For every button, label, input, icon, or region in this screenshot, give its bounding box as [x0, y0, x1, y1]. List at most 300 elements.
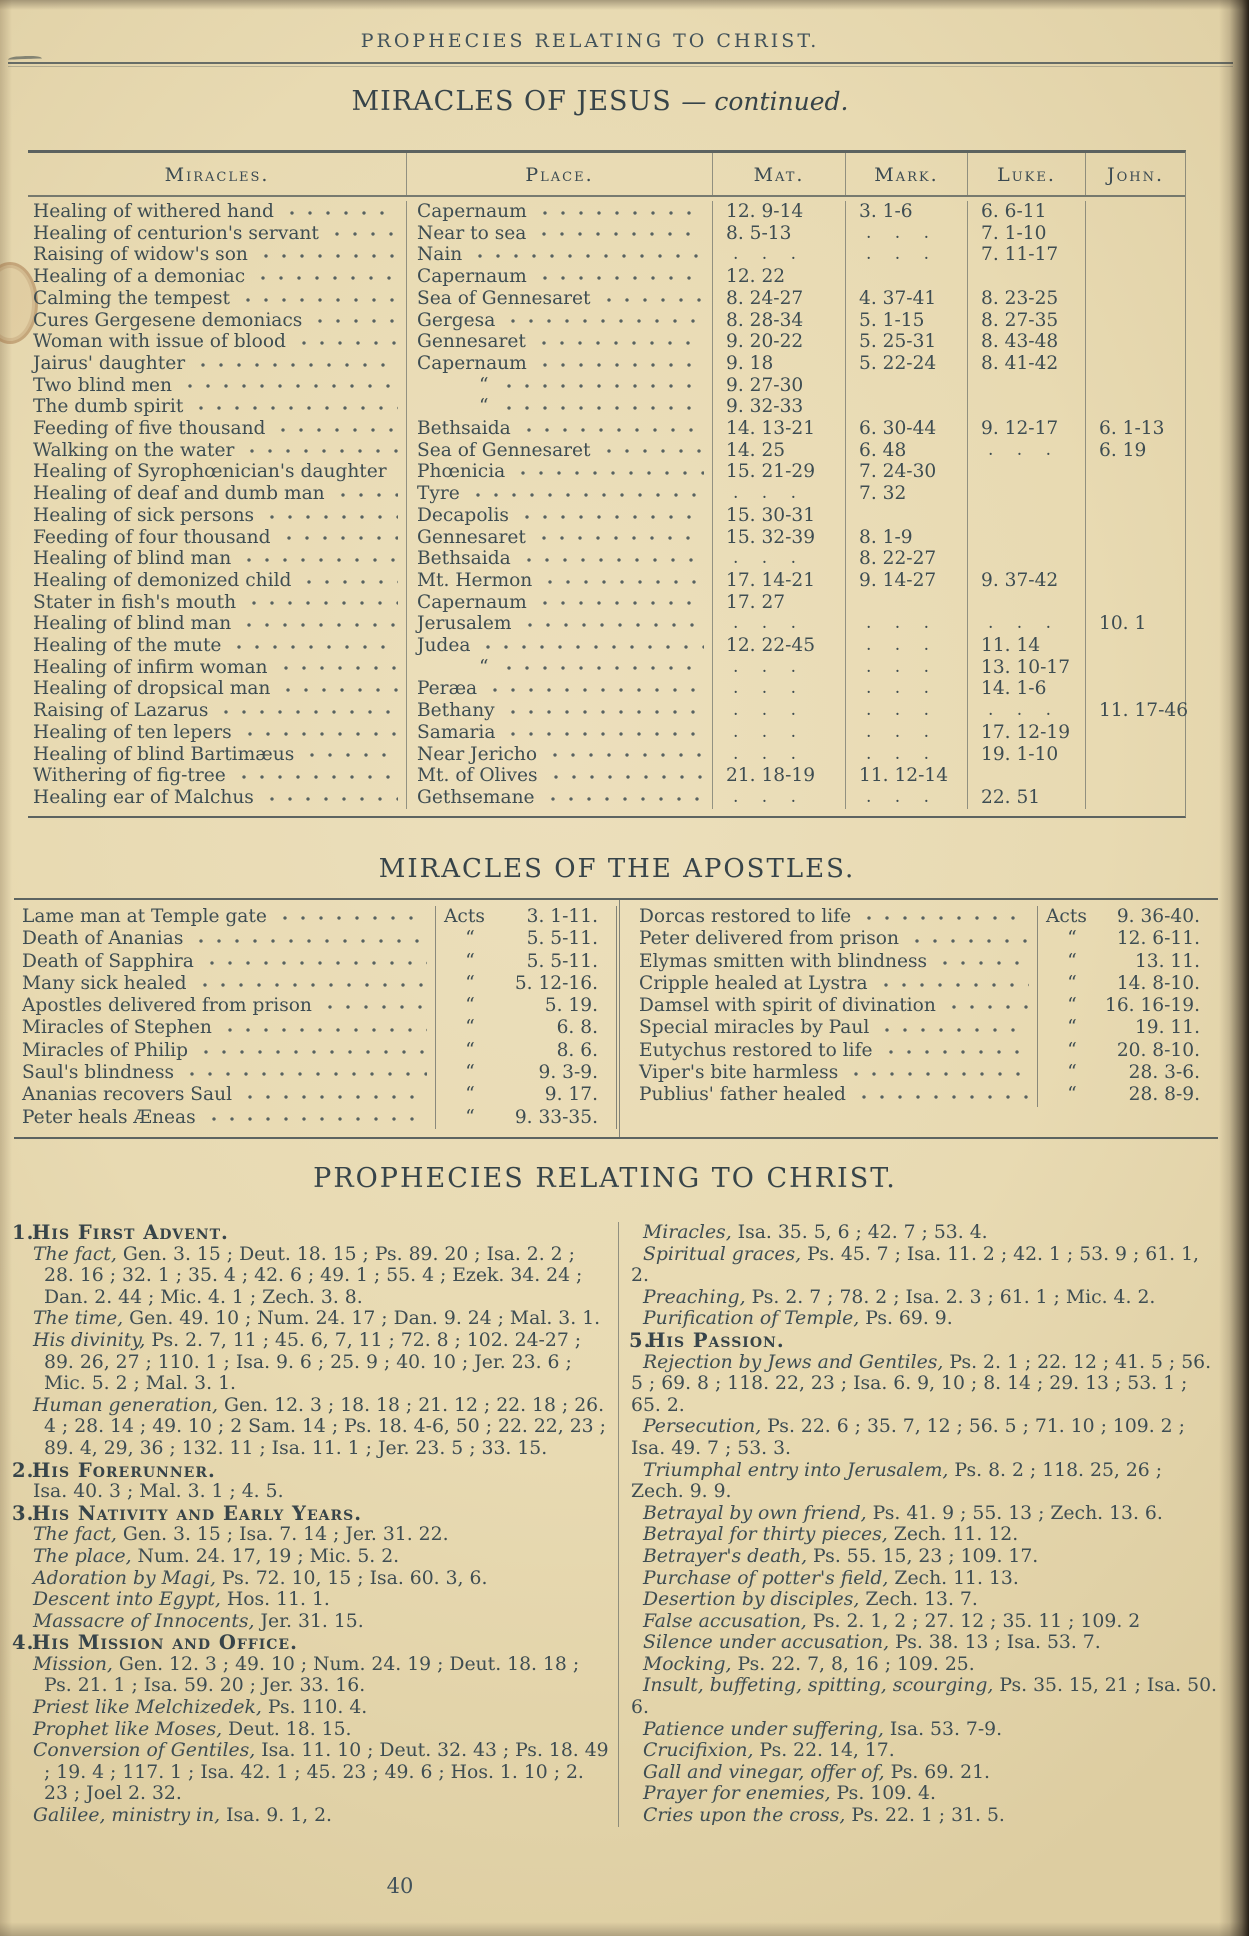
prophecy-entry	[10, 1546, 610, 1568]
entry-topic: Miracles,	[643, 1222, 732, 1243]
continued-label: — continued.	[681, 87, 849, 116]
apostle-miracle-name-cell	[631, 1017, 1037, 1039]
dot-leader	[860, 906, 1029, 925]
dot-leader	[882, 1040, 1029, 1059]
entry-topic: Prophet like Moses,	[33, 1718, 223, 1740]
entry-topic: Prayer for enemies,	[643, 1783, 831, 1805]
miracle-name-cell	[28, 201, 406, 223]
apostle-miracle-row	[14, 1107, 616, 1129]
dot-leader	[945, 995, 1029, 1014]
place-cell	[406, 678, 712, 700]
dot-leader	[194, 353, 398, 372]
dot-leader	[328, 223, 398, 242]
dot-leader	[311, 310, 398, 329]
entry-topic: Crucifixion,	[643, 1740, 754, 1762]
dot-leader	[514, 461, 704, 480]
reference-cell	[435, 906, 616, 928]
place-name: Tyre	[417, 483, 460, 505]
place-name: “	[479, 396, 491, 418]
miracle-name-cell	[28, 592, 406, 614]
place-cell	[406, 765, 712, 787]
luke-ref-cell: 8. 27-35	[967, 310, 1085, 332]
apostle-miracle-row	[631, 951, 1218, 973]
dot-leader	[536, 353, 704, 372]
section-heading-text: His Passion.	[647, 1328, 785, 1352]
prophecy-section-heading	[10, 1222, 610, 1244]
reference-cell	[1037, 1062, 1218, 1084]
apostle-miracle-name-cell	[631, 1084, 1037, 1106]
miracles-of-jesus-title-text: MIRACLES OF JESUS	[351, 86, 672, 117]
apostle-miracle-name: Peter delivered from prison	[639, 928, 899, 950]
miracle-row	[28, 570, 1185, 592]
miracle-name-cell	[28, 461, 406, 483]
miracle-row	[28, 375, 1185, 397]
place-cell	[406, 396, 712, 418]
chapter-verse-reference: 3. 1-11.	[526, 906, 598, 927]
page-bottom-edge	[0, 1922, 1249, 1936]
place-cell	[406, 505, 712, 527]
place-name: Judea	[417, 635, 471, 657]
prophecy-entry	[629, 1222, 1218, 1244]
luke-ref-cell: 7. 11-17	[967, 244, 1085, 266]
apostle-miracle-row	[14, 973, 616, 995]
place-cell	[406, 266, 712, 288]
reference-cell	[1037, 928, 1218, 950]
column-header-john: John.	[1085, 153, 1185, 195]
entry-references: Ps. 35. 15, 21 ; Isa. 50. 6.	[631, 1675, 1217, 1719]
dot-leader	[274, 418, 398, 437]
entry-references: Ps. 41. 9 ; 55. 13 ; Zech. 13. 6.	[872, 1502, 1163, 1524]
entry-topic: Betrayal by own friend,	[643, 1502, 867, 1524]
miracle-name-cell	[28, 505, 406, 527]
place-name: Bethsaida	[417, 418, 511, 440]
dot-leader	[283, 201, 398, 220]
luke-ref-cell: . . .	[967, 440, 1085, 462]
prophecy-entry	[629, 1589, 1218, 1611]
place-cell	[406, 223, 712, 245]
miracle-row	[28, 331, 1185, 353]
entry-references: Ps. 72. 10, 15 ; Isa. 60. 3, 6.	[222, 1567, 488, 1589]
place-cell	[406, 635, 712, 657]
miracle-row	[28, 657, 1185, 679]
miracle-name-cell	[28, 570, 406, 592]
place-name: Capernaum	[417, 352, 527, 374]
mark-ref-cell	[845, 396, 967, 418]
entry-topic: Adoration by Magi,	[33, 1567, 217, 1589]
apostle-miracle-name: Eutychus restored to life	[639, 1039, 873, 1061]
chapter-verse-reference: 14. 8-10.	[1116, 972, 1200, 994]
apostle-miracle-name-cell	[631, 995, 1037, 1017]
place-name: Nain	[417, 244, 463, 266]
matthew-ref-cell: 9. 27-30	[712, 375, 845, 397]
place-name: Jerusalem	[417, 613, 512, 635]
entry-references: Jer. 31. 15.	[260, 1610, 364, 1632]
section-number: 5.	[629, 1328, 652, 1352]
entry-references: Ps. 2. 1, 2 ; 27. 12 ; 35. 11 ; 109. 2	[812, 1610, 1141, 1632]
miracle-name: Two blind men	[33, 374, 172, 396]
entry-topic: Spiritual graces,	[643, 1243, 802, 1265]
chapter-verse-reference: 28. 3-6.	[1128, 1062, 1200, 1084]
apostle-miracle-name-cell	[631, 1040, 1037, 1062]
luke-ref-cell: 13. 10-17	[967, 657, 1085, 679]
miracle-name-cell	[28, 765, 406, 787]
dot-leader	[334, 483, 398, 502]
john-ref-cell	[1085, 505, 1185, 527]
miracle-name-cell	[28, 223, 406, 245]
prophecy-section-heading	[629, 1330, 1218, 1352]
prophecy-entry	[10, 1568, 610, 1590]
place-cell	[406, 613, 712, 635]
entry-topic: Priest like Melchizedek,	[33, 1697, 262, 1719]
reference-cell	[435, 973, 616, 995]
chapter-verse-reference: 6. 8.	[556, 1017, 598, 1039]
miracles-of-jesus-table	[28, 150, 1189, 818]
apostle-miracle-name: Death of Ananias	[22, 928, 184, 950]
entry-references: Ps. 110. 4.	[267, 1697, 368, 1719]
mark-ref-cell: 7. 24-30	[845, 461, 967, 483]
entry-references: Gen. 12. 3 ; 49. 10 ; Num. 24. 19 ; Deut. 18. 18 ; Ps. 21. 1 ; Isa. 59. 20 ; Jer. 33. 16.	[44, 1653, 580, 1697]
miracle-name: Calming the tempest	[33, 287, 231, 309]
apostle-miracle-name-cell	[14, 1062, 435, 1084]
dot-leader	[541, 570, 704, 589]
mark-ref-cell: . . .	[845, 244, 967, 266]
dot-leader	[518, 505, 704, 524]
luke-ref-cell: 17. 12-19	[967, 722, 1085, 744]
matthew-ref-cell: . . .	[712, 244, 845, 266]
prophecy-entry	[10, 1719, 610, 1741]
mark-ref-cell: . . .	[845, 635, 967, 657]
chapter-verse-reference: 9. 36-40.	[1116, 906, 1200, 927]
luke-ref-cell	[967, 483, 1085, 505]
miracle-name: Withering of fig-tree	[33, 765, 226, 787]
dot-leader	[500, 375, 704, 394]
entry-topic: Mission,	[33, 1653, 113, 1675]
entry-references: Ps. 22. 14, 17.	[759, 1740, 895, 1762]
apostle-miracle-row	[631, 928, 1218, 950]
reference-cell	[435, 1084, 616, 1106]
entry-references: Gen. 3. 15 ; Deut. 18. 15 ; Ps. 89. 20 ; Isa. 2. 2 ; 28. 16 ; 32. 1 ; 35. 4 ; 42. 6 ; 49. 1 ; 55. 4 ; Ezek. 34. 24 ; Dan. 2. 44 ; Mic. 4. 1 ; Zech. 3. 8.	[44, 1243, 583, 1308]
john-ref-cell	[1085, 678, 1185, 700]
prophecy-entry	[10, 1481, 610, 1503]
john-ref-cell	[1085, 635, 1185, 657]
place-name: Mt. of Olives	[417, 765, 538, 787]
dot-leader	[197, 1040, 427, 1059]
entry-topic: False accusation,	[643, 1610, 807, 1632]
place-name: “	[479, 656, 491, 678]
apostle-miracle-name-cell	[14, 995, 435, 1017]
dot-leader	[240, 548, 398, 567]
place-cell	[406, 744, 712, 766]
apostle-miracle-name: Cripple healed at Lystra	[639, 972, 868, 994]
ditto-mark: “	[465, 1062, 477, 1084]
dot-leader	[536, 266, 704, 285]
ditto-mark: “	[465, 1039, 477, 1061]
miracle-row	[28, 700, 1189, 722]
prophecy-entry	[10, 1654, 610, 1697]
john-ref-cell	[1085, 288, 1185, 310]
luke-ref-cell	[967, 592, 1085, 614]
apostle-miracle-row	[631, 995, 1218, 1017]
mark-ref-cell: . . .	[845, 722, 967, 744]
miracle-name: Jairus' daughter	[33, 352, 186, 374]
entry-topic: Persecution,	[643, 1416, 762, 1438]
apostle-miracle-row	[14, 1084, 616, 1106]
miracles-table-header-row	[28, 153, 1185, 197]
entry-references: Zech. 11. 12.	[893, 1524, 1019, 1546]
reference-cell	[435, 995, 616, 1017]
matthew-ref-cell: . . .	[712, 722, 845, 744]
luke-ref-cell: 9. 12-17	[967, 418, 1085, 440]
luke-ref-cell	[967, 505, 1085, 527]
prophecy-entry	[629, 1460, 1218, 1503]
apostle-miracle-name: Lame man at Temple gate	[22, 906, 267, 927]
dot-leader	[192, 928, 427, 947]
place-cell	[406, 375, 712, 397]
chapter-verse-reference: 13. 11.	[1134, 950, 1200, 972]
dot-leader	[600, 288, 704, 307]
place-name: Gethsemane	[417, 786, 535, 808]
miracle-name-cell	[28, 722, 406, 744]
luke-ref-cell	[967, 266, 1085, 288]
miracle-name: Healing of demonized child	[33, 569, 292, 591]
apostle-miracle-name-cell	[14, 1107, 435, 1129]
john-ref-cell: 6. 19	[1085, 440, 1185, 462]
dot-leader	[936, 951, 1029, 970]
dot-leader	[535, 223, 704, 242]
dot-leader	[254, 266, 398, 285]
luke-ref-cell: 9. 37-42	[967, 570, 1085, 592]
dot-leader	[855, 1084, 1029, 1103]
section-heading-text: His First Advent.	[32, 1221, 229, 1244]
prophecy-entry	[10, 1330, 610, 1395]
mark-ref-cell: 5. 25-31	[845, 331, 967, 353]
place-cell	[406, 700, 712, 722]
miracle-name-cell	[28, 266, 406, 288]
apostle-miracle-name-cell	[14, 928, 435, 950]
reference-cell	[1037, 995, 1218, 1017]
place-name: Samaria	[417, 721, 496, 743]
entry-references: Ps. 2. 1 ; 22. 12 ; 41. 5 ; 56. 5 ; 69. 8 ; 118. 22, 23 ; Isa. 6. 9, 10 ; 8. 14 ; 29. 13 ; 53. 1 ; 65. 2.	[631, 1351, 1212, 1416]
entry-references: Hos. 11. 1.	[226, 1589, 330, 1611]
entry-references: Ps. 45. 7 ; Isa. 11. 2 ; 42. 1 ; 53. 9 ; 61. 1, 2.	[631, 1243, 1200, 1287]
apostles-table-right-half	[616, 906, 1218, 1129]
matthew-ref-cell: 8. 24-27	[712, 288, 845, 310]
luke-ref-cell	[967, 461, 1085, 483]
prophecy-entry	[629, 1503, 1218, 1525]
prophecy-entry	[629, 1352, 1218, 1417]
miracle-name: Healing of dropsical man	[33, 678, 271, 700]
section-number: 4.	[12, 1631, 35, 1655]
entry-topic: The fact,	[33, 1524, 117, 1546]
book-name: Acts	[444, 906, 485, 927]
chapter-verse-reference: 8. 6.	[556, 1039, 598, 1061]
prophecies-left-column	[10, 1222, 610, 1827]
matthew-ref-cell: . . .	[712, 787, 845, 809]
luke-ref-cell	[967, 396, 1085, 418]
miracle-row	[28, 288, 1185, 310]
mark-ref-cell: 4. 37-41	[845, 288, 967, 310]
column-header-miracles: Miracles.	[164, 164, 270, 186]
matthew-ref-cell: 9. 18	[712, 353, 845, 375]
miracle-row	[28, 505, 1185, 527]
reference-cell	[435, 1040, 616, 1062]
luke-ref-cell	[967, 527, 1085, 549]
miracle-name: Healing of blind Bartimæus	[33, 743, 295, 765]
place-cell	[406, 310, 712, 332]
matthew-ref-cell: 17. 14-21	[712, 570, 845, 592]
mark-ref-cell: 5. 1-15	[845, 310, 967, 332]
prophecy-section-heading	[10, 1632, 610, 1654]
mark-ref-cell: 9. 14-27	[845, 570, 967, 592]
chapter-verse-reference: 5. 12-16.	[514, 972, 598, 994]
mark-ref-cell: 5. 22-24	[845, 353, 967, 375]
miracle-name-cell	[28, 353, 406, 375]
miracle-name: Healing of deaf and dumb man	[33, 483, 325, 505]
miracles-table-body	[28, 197, 1189, 816]
place-cell	[406, 353, 712, 375]
miracle-name-cell	[28, 787, 406, 809]
reference-cell	[435, 1017, 616, 1039]
entry-references: Gen. 12. 3 ; 18. 18 ; 21. 12 ; 22. 18 ; 26. 4 ; 28. 14 ; 49. 10 ; 2 Sam. 14 ; Ps. 18. 4-6, 50 ; 22. 22, 23 ; 89. 4, 29, 36 ; 132. 11 ; Isa. 11. 1 ; Jer. 23. 5 ; 33. 15.	[44, 1394, 606, 1459]
mark-ref-cell: . . .	[845, 223, 967, 245]
entry-topic: Mocking,	[643, 1653, 732, 1675]
apostle-miracle-row	[631, 973, 1218, 995]
section-number: 1.	[12, 1221, 35, 1244]
entry-topic: The fact,	[33, 1243, 117, 1265]
section-heading-text: His Forerunner.	[32, 1458, 216, 1482]
prophecy-entry	[629, 1287, 1218, 1309]
reference-cell	[1037, 1040, 1218, 1062]
apostle-miracle-name: Many sick healed	[22, 972, 187, 994]
apostle-miracle-name-cell	[14, 973, 435, 995]
place-cell	[406, 440, 712, 462]
luke-ref-cell	[967, 548, 1085, 570]
miracle-row	[28, 592, 1185, 614]
miracles-of-jesus-title	[0, 86, 1200, 117]
john-ref-cell	[1085, 592, 1185, 614]
matthew-ref-cell: 21. 18-19	[712, 765, 845, 787]
place-cell	[406, 418, 712, 440]
miracle-name: Healing ear of Malchus	[33, 786, 254, 808]
miracle-name: Healing of the mute	[33, 635, 222, 657]
dot-leader	[241, 1084, 427, 1103]
place-cell	[406, 570, 712, 592]
prophecy-entry	[629, 1632, 1218, 1654]
miracle-row	[28, 266, 1185, 288]
head-rule	[8, 62, 1233, 67]
luke-ref-cell	[967, 375, 1085, 397]
dot-leader	[235, 765, 398, 784]
place-name: Capernaum	[417, 591, 527, 613]
chapter-verse-reference: 19. 11.	[1134, 1017, 1200, 1039]
prophecy-entry	[10, 1611, 610, 1633]
column-header-mark: Mark.	[845, 153, 967, 195]
miracle-name-cell	[28, 375, 406, 397]
miracle-name: Raising of Lazarus	[33, 700, 209, 722]
miracle-row	[28, 461, 1185, 483]
ditto-mark: “	[465, 995, 477, 1017]
luke-ref-cell: 14. 1-6	[967, 678, 1085, 700]
dot-leader	[877, 973, 1029, 992]
prophecy-entry	[10, 1524, 610, 1546]
dot-leader	[277, 657, 398, 676]
apostle-miracle-name-cell	[631, 951, 1037, 973]
apostle-miracle-row	[14, 995, 616, 1017]
place-name: Sea of Gennesaret	[417, 439, 591, 461]
miracle-name: Healing of Syrophœnician's daughter	[33, 461, 387, 483]
dot-leader	[183, 1062, 427, 1081]
miracle-name-cell	[28, 418, 406, 440]
miracle-name-cell	[28, 288, 406, 310]
mark-ref-cell: 7. 32	[845, 483, 967, 505]
matthew-ref-cell: . . .	[712, 744, 845, 766]
john-ref-cell	[1085, 765, 1185, 787]
miracle-name: Cures Gergesene demoniacs	[33, 309, 303, 331]
prophecy-entry	[629, 1416, 1218, 1459]
dot-leader	[504, 722, 704, 741]
miracles-of-apostles-title: MIRACLES OF THE APOSTLES.	[378, 854, 856, 884]
miracle-name: Healing of sick persons	[33, 504, 255, 526]
prophecy-entry	[10, 1395, 610, 1460]
entry-references: Ps. 69. 9.	[865, 1308, 953, 1330]
dot-leader	[280, 527, 399, 546]
chapter-verse-reference: 9. 17.	[544, 1084, 598, 1106]
mark-ref-cell: 6. 30-44	[845, 418, 967, 440]
entry-topic: Purification of Temple,	[643, 1308, 860, 1330]
john-ref-cell	[1085, 375, 1185, 397]
matthew-ref-cell: 8. 5-13	[712, 223, 845, 245]
entry-references: Zech. 11. 13.	[894, 1567, 1019, 1589]
john-ref-cell	[1085, 657, 1185, 679]
ditto-mark: “	[1067, 995, 1079, 1017]
dot-leader	[203, 951, 427, 970]
matthew-ref-cell: . . .	[712, 483, 845, 505]
entry-references: Deut. 18. 15.	[228, 1718, 352, 1740]
john-ref-cell: 11. 17-46	[1085, 700, 1188, 722]
entry-references: Isa. 40. 3 ; Mal. 3. 1 ; 4. 5.	[33, 1481, 284, 1503]
apostle-miracle-name: Special miracles by Paul	[639, 1017, 870, 1039]
miracle-name: Healing of a demoniac	[33, 266, 246, 288]
entry-references: Zech. 13. 7.	[865, 1589, 978, 1611]
mark-ref-cell	[845, 375, 967, 397]
miracle-name: The dumb spirit	[33, 396, 184, 418]
entry-topic: Purchase of potter's field,	[643, 1567, 889, 1589]
dot-leader	[547, 765, 704, 784]
dot-leader	[240, 613, 398, 632]
dot-leader	[486, 678, 704, 697]
place-name: Bethsaida	[417, 548, 511, 570]
miracle-name-cell	[28, 700, 406, 722]
prophecies-columns	[10, 1222, 1218, 1827]
john-ref-cell	[1085, 527, 1185, 549]
matthew-ref-cell: 12. 9-14	[712, 201, 845, 223]
mark-ref-cell: 8. 22-27	[845, 548, 967, 570]
chapter-verse-reference: 16. 16-19.	[1105, 995, 1200, 1017]
apostle-miracle-row	[631, 1084, 1218, 1106]
prophecy-entry	[629, 1244, 1218, 1287]
miracle-name-cell	[28, 527, 406, 549]
dot-leader	[263, 787, 398, 806]
dot-leader	[257, 244, 398, 263]
miracle-row	[28, 722, 1185, 744]
miracle-name-cell	[28, 440, 406, 462]
apostle-miracle-name-cell	[14, 951, 435, 973]
ditto-mark: “	[1067, 928, 1079, 950]
miracle-name-cell	[28, 744, 406, 766]
miracle-row	[28, 527, 1185, 549]
prophecy-entry	[629, 1654, 1218, 1676]
miracle-name-cell	[28, 483, 406, 505]
